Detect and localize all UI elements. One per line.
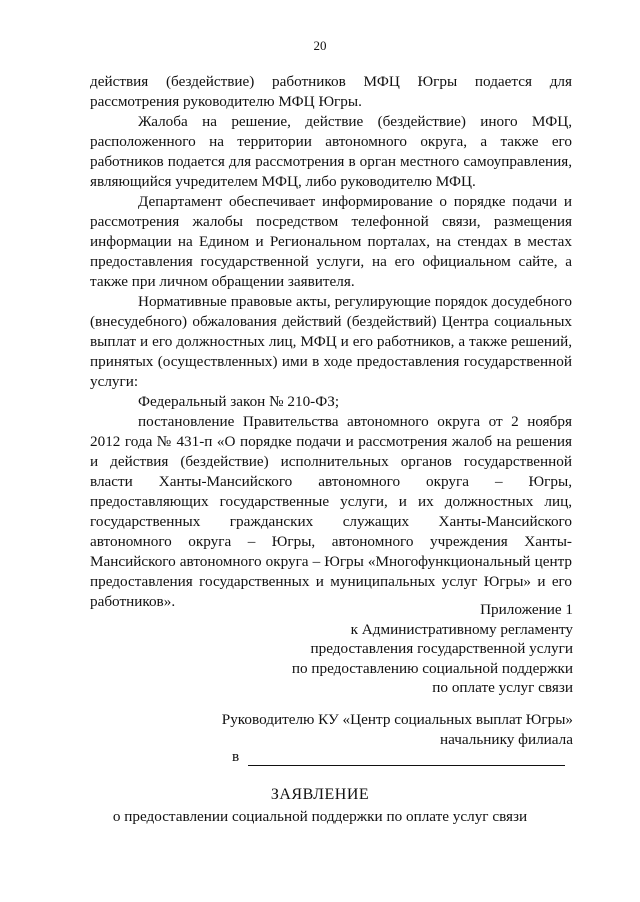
paragraph: действия (бездействие) работников МФЦ Югры подается для рассмотрения руководителю МФЦ Югры.	[90, 73, 572, 110]
body-text	[90, 72, 572, 612]
appendix-line: по оплате услуг связи	[432, 679, 573, 696]
addressee-line: начальнику филиала	[440, 730, 573, 748]
page-number: 20	[313, 38, 327, 53]
appendix-line: предоставления государственной услуги	[310, 640, 573, 657]
branch-prefix: в	[232, 748, 240, 765]
paragraph: Нормативные правовые акты, регулирующие порядок досудебного (внесудебного) обжалования действий (бездействий) Центра социальных выплат и его должностных лиц, МФЦ и его работников, а также решений, принятых (осуществленных) ими в ходе предоставления государственной услуги:	[90, 293, 572, 390]
paragraph: постановление Правительства автономного округа от 2 ноября 2012 года № 431-п «О порядке подачи и рассмотрения жалоб на решения и действия (бездействие) исполнительных органов государственной власти Ханты-Мансийского автономного округа – Югры, предоставляющих государственные услуги, и их должностных лиц, государственных гражданских служащих Ханты-Мансийского автономного округа – Югры, автономного учреждения Ханты-Мансийского автономного округа – Югры «Многофункциональный центр предоставления государственных и муниципальных услуг Югры» и его работников».	[90, 413, 572, 610]
document-title: ЗАЯВЛЕНИЕ	[270, 786, 370, 803]
branch-field	[200, 748, 573, 768]
addressee-line: Руководителю КУ «Центр социальных выплат Югры»	[221, 711, 573, 728]
paragraph: Жалоба на решение, действие (бездействие) иного МФЦ, расположенного на территории автономного округа, а также его работников подается для рассмотрения в орган местного самоуправления, являющийся учредителем МФЦ, либо руководителю МФЦ.	[90, 113, 572, 190]
document-subtitle: о предоставлении социальной поддержки по оплате услуг связи	[112, 808, 528, 825]
addressee-block	[200, 710, 573, 749]
appendix-line: Приложение 1	[480, 601, 573, 618]
paragraph: Федеральный закон № 210-ФЗ;	[138, 393, 340, 410]
appendix-line: по предоставлению социальной поддержки	[291, 659, 573, 677]
appendix-line: к Административному регламенту	[350, 620, 573, 638]
paragraph: Департамент обеспечивает информирование о порядке подачи и рассмотрения жалобы посредством телефонной связи, размещения информации на Едином и Региональном порталах, на стендах в местах предоставления государственной услуги, на его официальном сайте, а также при личном обращении заявителя.	[90, 193, 572, 290]
appendix-header	[240, 600, 573, 698]
branch-blank-line	[248, 765, 565, 766]
